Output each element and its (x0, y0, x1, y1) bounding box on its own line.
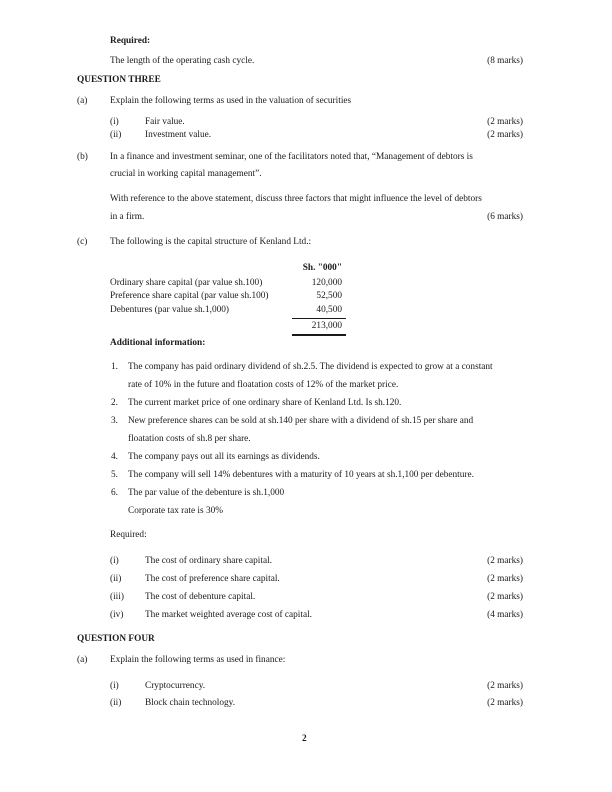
list-item-text: The company has paid ordinary dividend of sh.2.5. The dividend is expected to grow at a constant (128, 362, 493, 372)
list-item-text: rate of 10% in the future and floatation costs of 12% of the market price. (128, 380, 399, 390)
table-header: Sh. "000" (302, 263, 342, 273)
table-row-label: Ordinary share capital (par value sh.100) (110, 278, 263, 288)
total-double-rule (292, 334, 346, 336)
table-row-value: 120,000 (311, 278, 342, 288)
table-total: 213,000 (311, 321, 342, 331)
item-number: (i) (110, 117, 119, 127)
list-number: 1. (111, 362, 118, 372)
table-row-value: 40,500 (316, 305, 342, 315)
list-number: 4. (111, 452, 118, 462)
marks-label: (2 marks) (487, 681, 523, 691)
table-row-label: Debentures (par value sh.1,000) (110, 305, 230, 315)
required-heading: Required: (110, 36, 151, 46)
list-item-text: The company will sell 14% debentures with a maturity of 10 years at sh.1,100 per debenture. (128, 470, 474, 480)
list-number: 6. (111, 488, 118, 498)
part-b-text-line: crucial in working capital management”. (110, 169, 262, 179)
list-item-text: The current market price of one ordinary share of Kenland Ltd. Is sh.120. (128, 398, 402, 408)
part-a-label: (a) (77, 96, 88, 106)
marks-label: (6 marks) (487, 212, 523, 222)
item-text: The cost of debenture capital. (145, 592, 256, 602)
item-number: (i) (110, 681, 119, 691)
part-a-text: Explain the following terms as used in finance: (110, 655, 286, 665)
item-text: Cryptocurrency. (145, 681, 206, 691)
item-number: (ii) (110, 130, 122, 140)
item-text: Fair value. (145, 117, 185, 127)
item-text: The market weighted average cost of capital. (145, 610, 313, 620)
item-number: (ii) (110, 698, 122, 708)
list-item-text: The par value of the debenture is sh.1,000 (128, 488, 285, 498)
list-item-text: New preference shares can be sold at sh.140 per share with a dividend of sh.15 per share and (128, 416, 474, 426)
marks-label: (2 marks) (487, 117, 523, 127)
item-number: (ii) (110, 574, 122, 584)
part-b-text-line: With reference to the above statement, discuss three factors that might influence the level of debtors (110, 194, 482, 204)
part-c-label: (c) (77, 237, 88, 247)
item-text: The cost of ordinary share capital. (145, 556, 273, 566)
subtotal-rule (292, 318, 346, 319)
part-b-text-line: In a finance and investment seminar, one of the facilitators noted that, “Management of debtors is (110, 152, 473, 162)
required-item-text: The length of the operating cash cycle. (110, 56, 255, 66)
required-label: Required: (110, 530, 147, 540)
item-number: (iii) (110, 592, 124, 602)
part-a-label: (a) (77, 655, 88, 665)
list-item-text: floatation costs of sh.8 per share. (128, 434, 251, 444)
question-three-heading: QUESTION THREE (77, 75, 161, 85)
table-row-value: 52,500 (316, 291, 342, 301)
marks-label: (8 marks) (487, 56, 523, 66)
part-b-text-line: in a firm. (110, 212, 145, 222)
item-number: (iv) (110, 610, 124, 620)
item-text: Block chain technology. (145, 698, 236, 708)
item-text: Investment value. (145, 130, 212, 140)
tax-rate-note: Corporate tax rate is 30% (128, 506, 224, 516)
marks-label: (4 marks) (487, 610, 523, 620)
list-item-text: The company pays out all its earnings as dividends. (128, 452, 320, 462)
marks-label: (2 marks) (487, 592, 523, 602)
list-number: 3. (111, 416, 118, 426)
part-c-text: The following is the capital structure of Kenland Ltd.: (110, 237, 312, 247)
part-a-text: Explain the following terms as used in the valuation of securities (110, 96, 352, 106)
item-text: The cost of preference share capital. (145, 574, 280, 584)
question-four-heading: QUESTION FOUR (77, 634, 155, 644)
list-number: 2. (111, 398, 118, 408)
part-b-label: (b) (77, 152, 88, 162)
marks-label: (2 marks) (487, 698, 523, 708)
additional-info-heading: Additional information: (110, 338, 206, 348)
table-row-label: Preference share capital (par value sh.100) (110, 291, 269, 301)
page-number: 2 (302, 734, 307, 744)
item-number: (i) (110, 556, 119, 566)
marks-label: (2 marks) (487, 556, 523, 566)
marks-label: (2 marks) (487, 130, 523, 140)
marks-label: (2 marks) (487, 574, 523, 584)
list-number: 5. (111, 470, 118, 480)
